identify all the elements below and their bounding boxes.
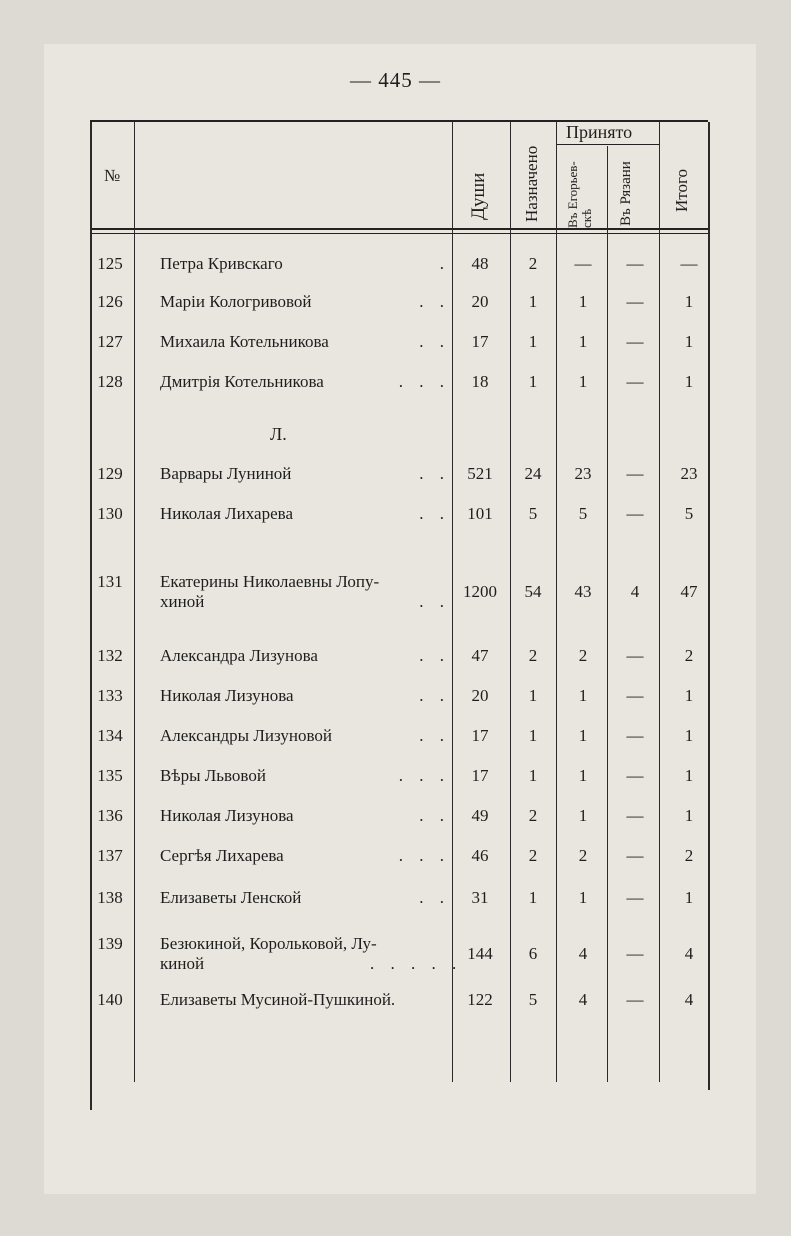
row-name: Безюкиной, Корольковой, Лу-	[160, 934, 377, 953]
row-total: 5	[684, 504, 694, 523]
row-accepted-ryazan: —	[626, 332, 644, 351]
row-leader-dots: . .	[419, 806, 450, 825]
row-accepted-egoryevsk: 1	[578, 726, 588, 745]
row-accepted-egoryevsk: 4	[578, 944, 588, 963]
row-accepted-ryazan: —	[626, 504, 644, 523]
row-name: Николая Лизунова	[160, 806, 294, 825]
row-name-continued: киной	[160, 954, 205, 973]
header-assigned: Назначено	[522, 145, 541, 222]
row-assigned: 1	[528, 332, 538, 351]
row-accepted-egoryevsk: 1	[578, 686, 588, 705]
header-souls: Души	[468, 172, 489, 220]
row-name: Елизаветы Ленской	[160, 888, 302, 907]
row-total: 2	[684, 846, 694, 865]
table-row	[0, 504, 791, 534]
table-row	[0, 254, 791, 284]
table-row	[0, 372, 791, 402]
row-name: Екатерины Николаевны Лопу-	[160, 572, 380, 591]
row-leader-dots: . . .	[398, 766, 450, 785]
row-number: 126	[97, 292, 123, 311]
row-total: —	[680, 254, 698, 273]
row-name: Александра Лизунова	[160, 646, 318, 665]
row-name: Варвары Луниной	[160, 464, 292, 483]
row-total: 23	[680, 464, 698, 483]
row-number: 134	[97, 726, 123, 745]
row-leader-dots: . .	[419, 646, 450, 665]
row-total: 1	[684, 726, 694, 745]
row-souls: 1200	[463, 582, 497, 601]
row-souls: 144	[467, 944, 493, 963]
row-accepted-ryazan: —	[626, 254, 644, 273]
row-leader-dots: . .	[419, 686, 450, 705]
row-name: Александры Лизуновой	[160, 726, 332, 745]
row-total: 4	[684, 990, 694, 1009]
header-number: №	[104, 166, 121, 185]
row-number: 137	[97, 846, 123, 865]
row-assigned: 1	[528, 372, 538, 391]
row-total: 1	[684, 806, 694, 825]
row-accepted-ryazan: —	[626, 686, 644, 705]
header-bottom-rule	[90, 228, 708, 230]
row-leader-dots: . . . . .	[370, 954, 463, 973]
row-souls: 101	[467, 504, 493, 523]
row-accepted-egoryevsk: 4	[578, 990, 588, 1009]
table-row	[0, 646, 791, 676]
table-row	[0, 888, 791, 918]
row-assigned: 1	[528, 888, 538, 907]
row-souls: 46	[471, 846, 489, 865]
row-souls: 48	[471, 254, 489, 273]
row-name: Елизаветы Мусиной-Пушкиной.	[160, 990, 396, 1009]
row-number: 133	[97, 686, 123, 705]
row-number: 131	[97, 572, 123, 591]
row-accepted-ryazan: —	[626, 646, 644, 665]
row-name: Михаила Котельникова	[160, 332, 329, 351]
table-row	[0, 806, 791, 836]
row-souls: 49	[471, 806, 489, 825]
row-total: 2	[684, 646, 694, 665]
table-row	[0, 766, 791, 796]
row-assigned: 2	[528, 646, 538, 665]
row-name: Дмитрія Котельникова	[160, 372, 324, 391]
row-assigned: 2	[528, 846, 538, 865]
row-total: 1	[684, 372, 694, 391]
row-number: 140	[97, 990, 123, 1009]
row-leader-dots: . .	[419, 592, 450, 611]
table-row	[0, 332, 791, 362]
row-accepted-ryazan: —	[626, 726, 644, 745]
row-number: 138	[97, 888, 123, 907]
row-souls: 20	[471, 292, 489, 311]
row-name: Сергѣя Лихарева	[160, 846, 284, 865]
row-name: Петра Кривскаго	[160, 254, 283, 273]
row-accepted-egoryevsk: 2	[578, 846, 588, 865]
row-accepted-egoryevsk: 1	[578, 372, 588, 391]
row-number: 130	[97, 504, 123, 523]
row-total: 47	[680, 582, 698, 601]
row-assigned: 1	[528, 766, 538, 785]
row-total: 1	[684, 292, 694, 311]
row-assigned: 5	[528, 504, 538, 523]
row-accepted-egoryevsk: —	[574, 254, 592, 273]
table-row	[0, 990, 791, 1020]
row-accepted-ryazan: —	[626, 464, 644, 483]
row-name: Вѣры Львовой	[160, 766, 266, 785]
row-souls: 17	[471, 726, 489, 745]
row-total: 1	[684, 332, 694, 351]
row-leader-dots: . .	[419, 464, 450, 483]
row-accepted-ryazan: —	[626, 292, 644, 311]
row-leader-dots: . .	[419, 332, 450, 351]
header-total: Итого	[672, 168, 691, 212]
row-souls: 47	[471, 646, 489, 665]
row-souls: 122	[467, 990, 493, 1009]
header-in-ryazan: Въ Рязани	[618, 161, 634, 226]
row-assigned: 6	[528, 944, 538, 963]
table-row	[0, 572, 791, 620]
row-souls: 17	[471, 332, 489, 351]
header-in-egoryevsk: Въ Егорьев- скѣ	[565, 161, 594, 228]
row-total: 1	[684, 766, 694, 785]
row-souls: 20	[471, 686, 489, 705]
row-assigned: 1	[528, 686, 538, 705]
row-number: 127	[97, 332, 123, 351]
row-assigned: 1	[528, 292, 538, 311]
row-number: 135	[97, 766, 123, 785]
row-accepted-egoryevsk: 23	[574, 464, 592, 483]
row-accepted-ryazan: —	[626, 888, 644, 907]
row-accepted-egoryevsk: 1	[578, 806, 588, 825]
row-number: 129	[97, 464, 123, 483]
header-accepted: Принято	[566, 122, 633, 142]
page-number: — 445 —	[350, 68, 441, 92]
row-leader-dots: . .	[419, 888, 450, 907]
row-accepted-ryazan: —	[626, 990, 644, 1009]
row-accepted-egoryevsk: 1	[578, 332, 588, 351]
row-accepted-egoryevsk: 1	[578, 292, 588, 311]
table-row	[0, 726, 791, 756]
row-total: 1	[684, 888, 694, 907]
table-row	[0, 846, 791, 876]
row-accepted-ryazan: —	[626, 846, 644, 865]
accepted-rule	[556, 144, 659, 145]
section-letter: Л.	[270, 424, 287, 444]
table-row	[0, 292, 791, 322]
row-name-continued: хиной	[160, 592, 205, 611]
row-leader-dots: .	[439, 254, 450, 273]
table-row	[0, 934, 791, 982]
row-accepted-ryazan: —	[626, 766, 644, 785]
row-souls: 31	[471, 888, 489, 907]
row-leader-dots: . .	[419, 504, 450, 523]
row-souls: 18	[471, 372, 489, 391]
row-total: 1	[684, 686, 694, 705]
row-accepted-egoryevsk: 5	[578, 504, 588, 523]
row-assigned: 54	[524, 582, 542, 601]
row-name: Маріи Кологривовой	[160, 292, 312, 311]
row-accepted-egoryevsk: 2	[578, 646, 588, 665]
row-accepted-ryazan: —	[626, 806, 644, 825]
row-leader-dots: . . .	[398, 846, 450, 865]
row-number: 136	[97, 806, 123, 825]
row-assigned: 2	[528, 806, 538, 825]
row-assigned: 2	[528, 254, 538, 273]
row-total: 4	[684, 944, 694, 963]
row-number: 128	[97, 372, 123, 391]
row-leader-dots: . . .	[398, 372, 450, 391]
row-assigned: 1	[528, 726, 538, 745]
row-assigned: 5	[528, 990, 538, 1009]
row-number: 125	[97, 254, 123, 273]
row-souls: 521	[467, 464, 493, 483]
row-assigned: 24	[524, 464, 542, 483]
row-number: 139	[97, 934, 123, 953]
row-accepted-ryazan: —	[626, 944, 644, 963]
row-accepted-egoryevsk: 43	[574, 582, 592, 601]
table-row	[0, 686, 791, 716]
row-accepted-ryazan: 4	[630, 582, 640, 601]
row-accepted-egoryevsk: 1	[578, 888, 588, 907]
header-bottom-rule-2	[90, 233, 708, 234]
table-row	[0, 464, 791, 494]
row-name: Николая Лизунова	[160, 686, 294, 705]
row-leader-dots: . .	[419, 292, 450, 311]
row-accepted-ryazan: —	[626, 372, 644, 391]
row-leader-dots: . .	[419, 726, 450, 745]
row-name: Николая Лихарева	[160, 504, 293, 523]
row-number: 132	[97, 646, 123, 665]
row-souls: 17	[471, 766, 489, 785]
row-accepted-egoryevsk: 1	[578, 766, 588, 785]
